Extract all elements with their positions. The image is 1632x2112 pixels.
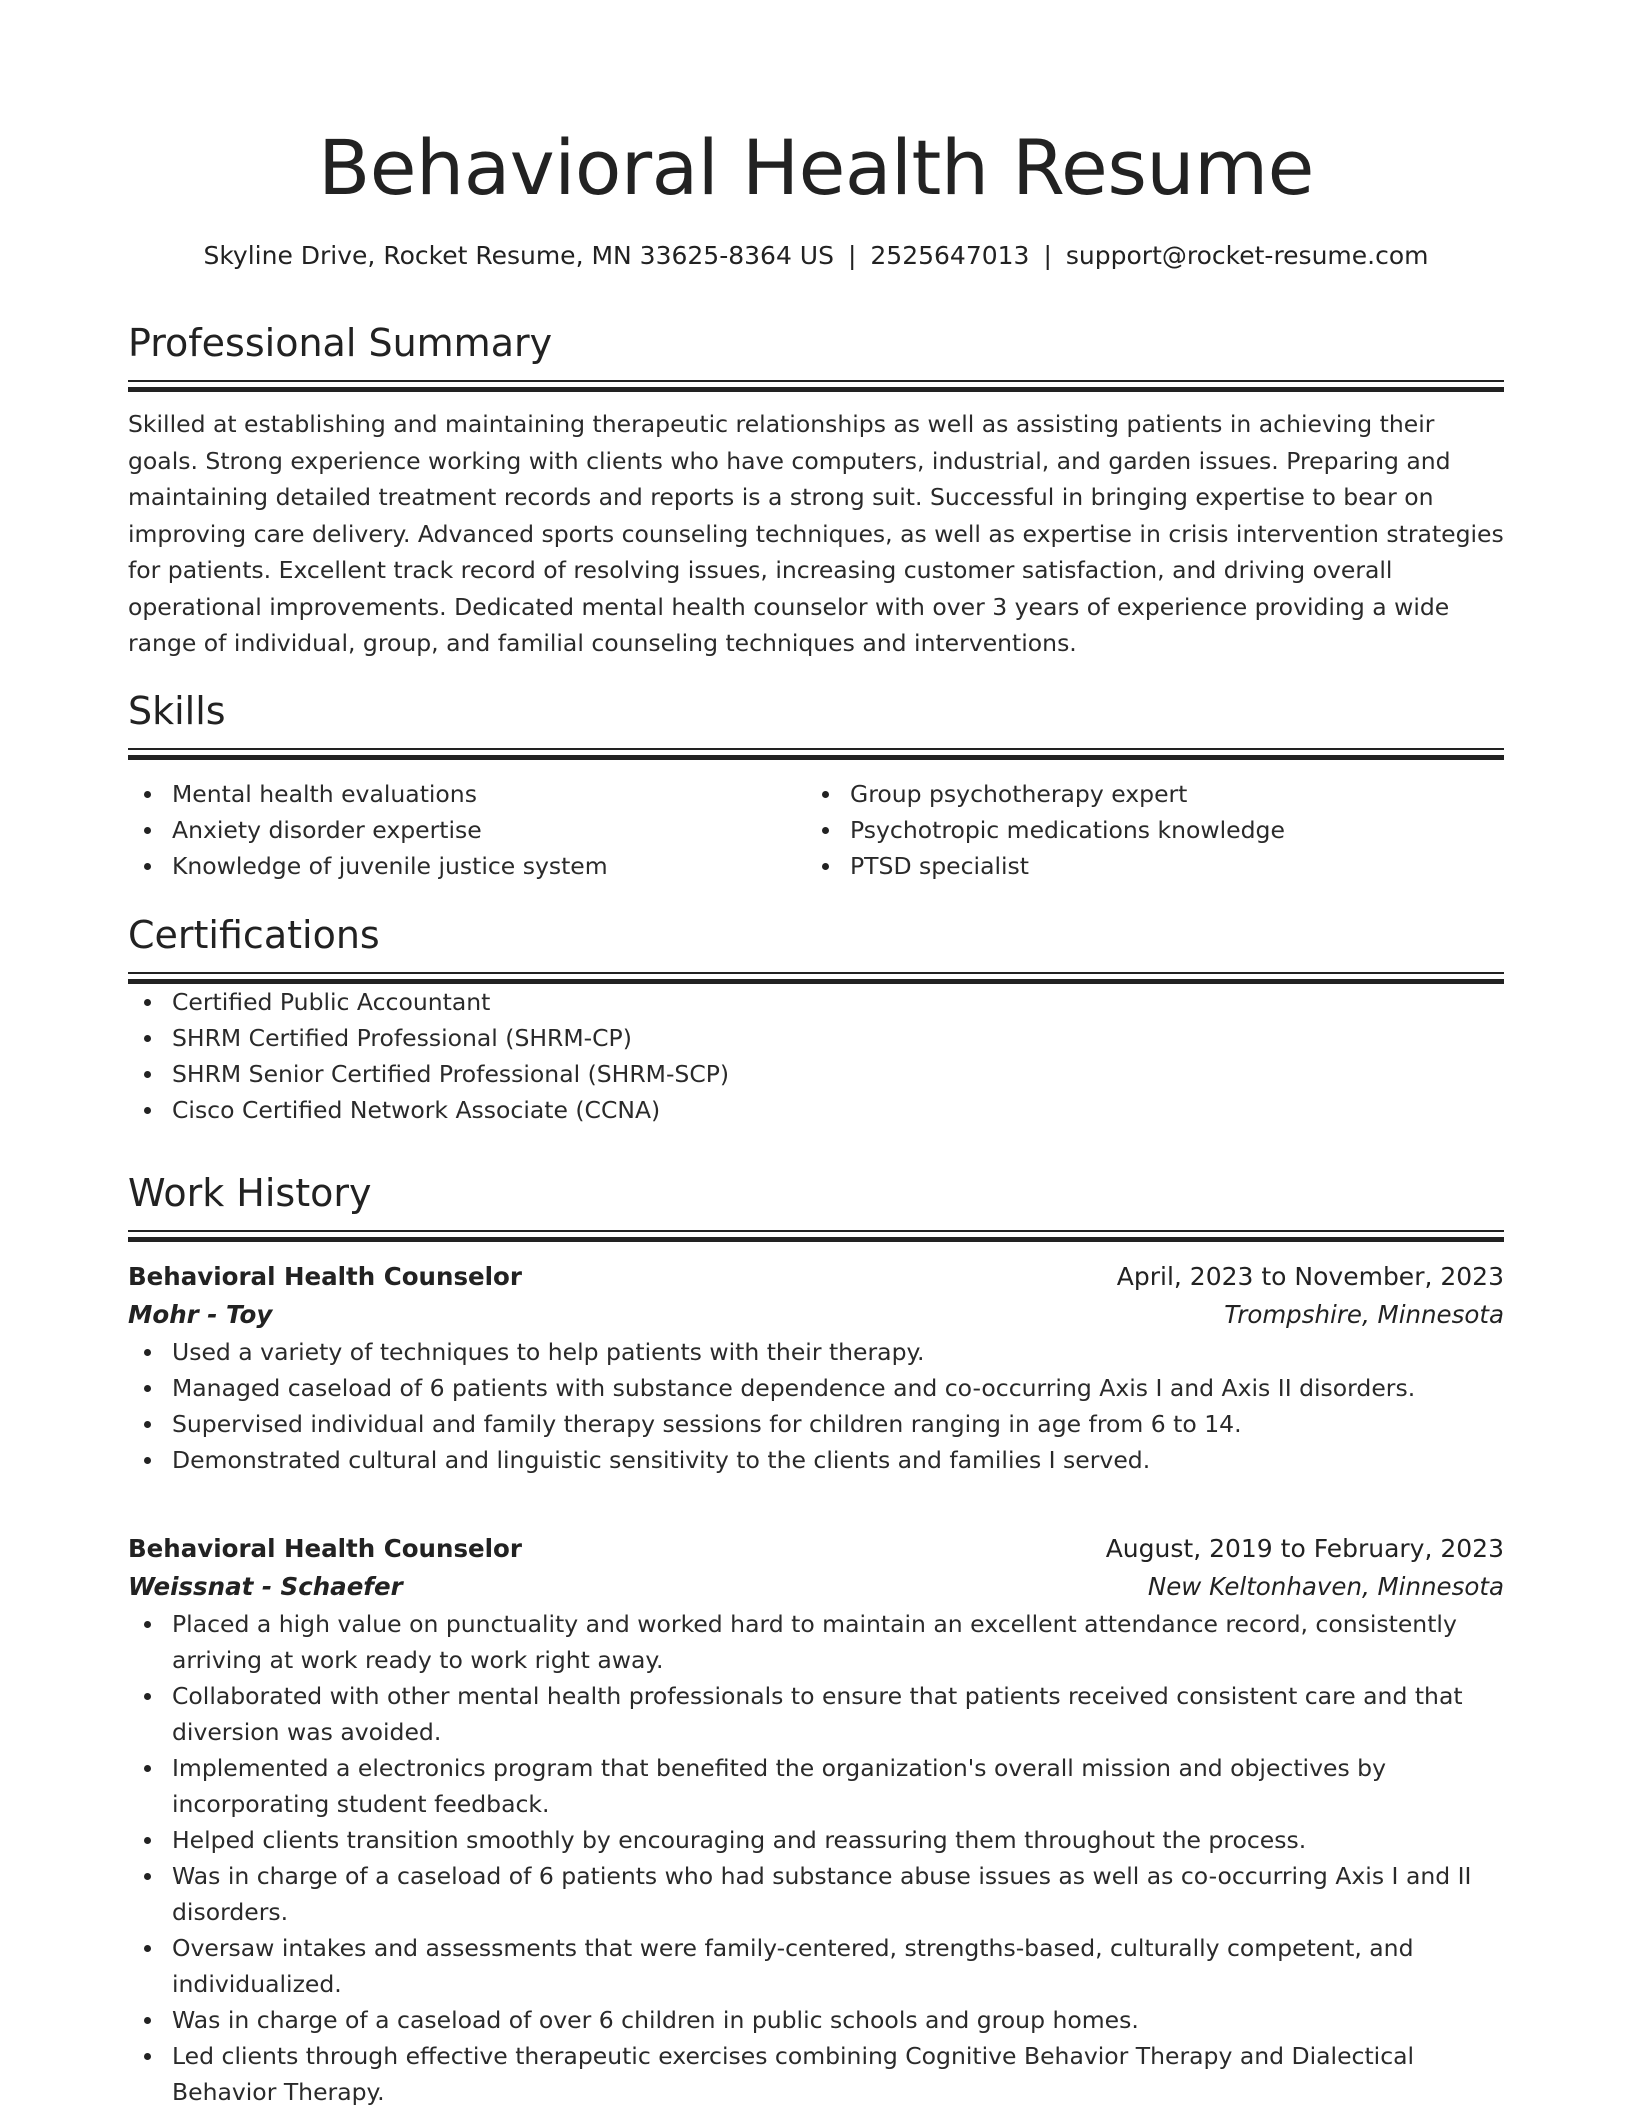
job-duty: Supervised individual and family therapy sessions for children ranging in age from 6 to 14. — [128, 1406, 1504, 1442]
skills-heading: Skills — [128, 689, 226, 733]
job-entry — [128, 1258, 1504, 1478]
job-dates: August, 2019 to February, 2023 — [1105, 1534, 1504, 1563]
section-divider — [128, 972, 1504, 984]
summary-section — [128, 318, 1504, 662]
contact-line — [128, 238, 1504, 274]
job-title: Behavioral Health Counselor — [128, 1534, 522, 1563]
job-location: Trompshire, Minnesota — [1224, 1300, 1504, 1329]
skill-item: Psychotropic medications knowledge — [806, 812, 1484, 848]
job-duty: Demonstrated cultural and linguistic sensitivity to the clients and families I served. — [128, 1442, 1504, 1478]
section-divider — [128, 748, 1504, 760]
skills-column-right — [806, 776, 1484, 884]
skill-item: PTSD specialist — [806, 848, 1484, 884]
certifications-section — [128, 910, 1504, 1128]
job-duty: Helped clients transition smoothly by encouraging and reassuring them throughout the process. — [128, 1822, 1504, 1858]
skill-item: Knowledge of juvenile justice system — [128, 848, 806, 884]
job-duty: Oversaw intakes and assessments that were family-centered, strengths-based, culturally competent, and individualized. — [128, 1930, 1504, 2002]
job-duty: Managed caseload of 6 patients with substance dependence and co-occurring Axis I and Axis II disorders. — [128, 1370, 1504, 1406]
contact-separator: | — [847, 241, 857, 270]
certification-item: SHRM Senior Certified Professional (SHRM-SCP) — [128, 1056, 1504, 1092]
skill-item: Mental health evaluations — [128, 776, 806, 812]
section-divider — [128, 380, 1504, 392]
summary-text: Skilled at establishing and maintaining therapeutic relationships as well as assisting patients in achieving their goals. Strong experience working with clients who have computers, industrial, and garden issues. Preparing and maintaining detailed treatment records and reports is a strong suit. Successful in bringing expertise to bear on improving care delivery. Advanced sports counseling techniques, as well as expertise in crisis intervention strategies for patients. Excellent track record of resolving issues, increasing customer satisfaction, and driving overall operational improvements. Dedicated mental health counselor with over 3 years of experience providing a wide range of individual, group, and familial counseling techniques and interventions. — [128, 410, 1504, 657]
work-history-section — [128, 1168, 1504, 1242]
certification-item: Certified Public Accountant — [128, 984, 1504, 1020]
skills-grid — [128, 776, 1504, 884]
certification-item: Cisco Certified Network Associate (CCNA) — [128, 1092, 1504, 1128]
certification-item: SHRM Certified Professional (SHRM-CP) — [128, 1020, 1504, 1056]
contact-address: Skyline Drive, Rocket Resume, MN 33625-8364 US — [203, 241, 834, 270]
job-dates: April, 2023 to November, 2023 — [1116, 1262, 1504, 1291]
job-company: Weissnat - Schaefer — [128, 1572, 403, 1601]
job-entry — [128, 1530, 1504, 2110]
job-duty: Was in charge of a caseload of 6 patients who had substance abuse issues as well as co-occurring Axis I and II disorders. — [128, 1858, 1504, 1930]
resume-title: Behavioral Health Resume — [318, 123, 1314, 212]
job-duty: Led clients through effective therapeutic exercises combining Cognitive Behavior Therapy and Dialectical Behavior Therapy. — [128, 2038, 1504, 2110]
contact-separator: | — [1043, 241, 1052, 270]
job-duty: Placed a high value on punctuality and worked hard to maintain an excellent attendance record, consistently arriving at work ready to work right away. — [128, 1606, 1504, 1678]
section-divider — [128, 1230, 1504, 1242]
job-duty: Was in charge of a caseload of over 6 children in public schools and group homes. — [128, 2002, 1504, 2038]
job-duty: Implemented a electronics program that benefited the organization's overall mission and objectives by incorporating student feedback. — [128, 1750, 1504, 1822]
job-title: Behavioral Health Counselor — [128, 1262, 522, 1291]
contact-phone: 2525647013 — [870, 241, 1030, 270]
job-duty: Used a variety of techniques to help patients with their therapy. — [128, 1334, 1504, 1370]
job-location: New Keltonhaven, Minnesota — [1147, 1572, 1504, 1601]
skills-section — [128, 686, 1504, 884]
skill-item: Group psychotherapy expert — [806, 776, 1484, 812]
job-header — [128, 1258, 1504, 1296]
job-duties — [128, 1334, 1504, 1478]
skills-column-left — [128, 776, 806, 884]
certifications-list — [128, 984, 1504, 1128]
job-subheader — [128, 1568, 1504, 1606]
job-subheader — [128, 1296, 1504, 1334]
skill-item: Anxiety disorder expertise — [128, 812, 806, 848]
certifications-heading: Certifications — [128, 913, 380, 957]
job-duty: Collaborated with other mental health professionals to ensure that patients received consistent care and that diversion was avoided. — [128, 1678, 1504, 1750]
job-company: Mohr - Toy — [128, 1300, 273, 1329]
job-header — [128, 1530, 1504, 1568]
work-history-heading: Work History — [128, 1171, 372, 1215]
job-duties — [128, 1606, 1504, 2110]
contact-email: support@rocket-resume.com — [1065, 241, 1429, 270]
summary-heading: Professional Summary — [128, 321, 553, 365]
